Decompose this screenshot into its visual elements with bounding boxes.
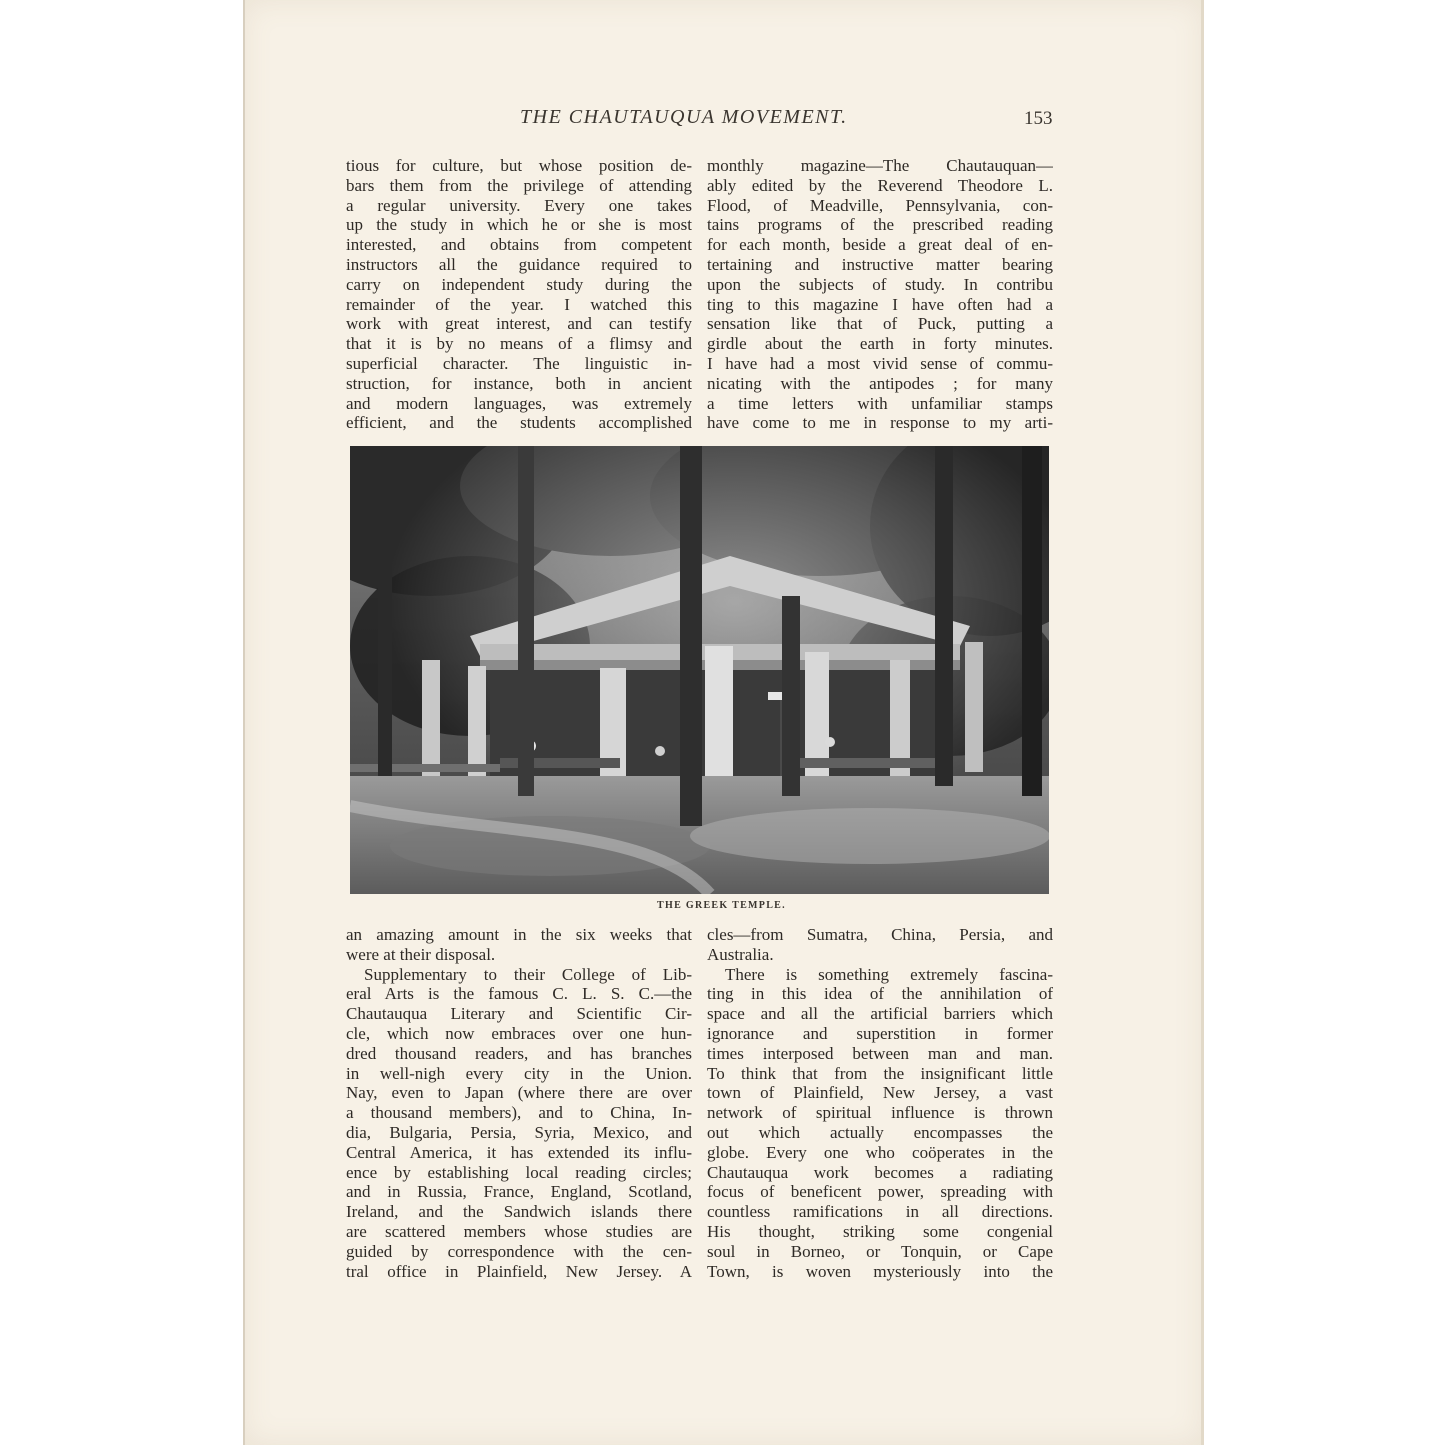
text-line: up the study in which he or she is most [346, 215, 692, 235]
text-line: interested, and obtains from competent [346, 235, 692, 255]
text-line: were at their disposal. [346, 944, 496, 964]
text-line: work with great interest, and can testify [346, 314, 692, 334]
text-line: sensation like that of Puck, putting a [707, 314, 1053, 334]
text-line: a thousand members), and to China, In- [346, 1103, 692, 1123]
text-line: countless ramifications in all directions. [707, 1202, 1053, 1222]
text-line: Town, is woven mysteriously into the [707, 1261, 1053, 1281]
text-line: ence by establishing local reading circles; [346, 1162, 692, 1182]
text-line: Chautauqua Literary and Scientific Cir- [346, 1004, 692, 1024]
text-line: Supplementary to their College of Lib- [364, 964, 692, 984]
text-column-bottom-right [707, 925, 1053, 1281]
text-line: soul in Borneo, or Tonquin, or Cape [707, 1241, 1053, 1261]
text-line: dred thousand readers, and has branches [346, 1043, 692, 1063]
text-line: cles—from Sumatra, China, Persia, and [707, 925, 1053, 944]
photo-illustration [350, 446, 1049, 894]
page-number: 153 [1024, 108, 1053, 129]
text-line: times interposed between man and man. [707, 1043, 1053, 1063]
text-line: tious for culture, but whose position de- [346, 156, 692, 175]
text-line: Nay, even to Japan (where there are over [346, 1083, 692, 1103]
text-line: There is something extremely fascina- [725, 964, 1053, 984]
text-line: carry on independent study during the [346, 274, 692, 294]
text-line: tains programs of the prescribed reading [707, 215, 1053, 235]
text-line: struction, for instance, both in ancient [346, 373, 692, 393]
text-line: guided by correspondence with the cen- [346, 1241, 692, 1261]
text-line: network of spiritual influence is thrown [707, 1103, 1053, 1123]
text-line: are scattered members whose studies are [346, 1221, 692, 1241]
text-line: dia, Bulgaria, Persia, Syria, Mexico, and [346, 1122, 692, 1142]
text-line: tertaining and instructive matter bearing [707, 254, 1053, 274]
text-line: bars them from the privilege of attending [346, 175, 692, 195]
page-right-edge [1201, 0, 1204, 1445]
text-line: remainder of the year. I watched this [346, 294, 692, 314]
text-line: and modern languages, was extremely [346, 393, 692, 413]
text-line: a regular university. Every one takes [346, 195, 692, 215]
text-line: eral Arts is the famous C. L. S. C.—the [346, 984, 692, 1004]
text-line: space and all the artificial barriers which [707, 1004, 1053, 1024]
text-column-bottom-left [346, 925, 692, 1281]
text-line: girdle about the earth in forty minutes. [707, 334, 1053, 354]
page-left-edge [243, 0, 245, 1445]
text-line: tral office in Plainfield, New Jersey. A [346, 1261, 692, 1281]
text-column-top-left [346, 156, 692, 433]
text-line: in well-nigh every city in the Union. [346, 1063, 692, 1083]
text-line: upon the subjects of study. In contribu [707, 274, 1053, 294]
text-line: an amazing amount in the six weeks that [346, 925, 692, 944]
text-line: Ireland, and the Sandwich islands there [346, 1202, 692, 1222]
text-line: a time letters with unfamiliar stamps [707, 393, 1053, 413]
text-line: that it is by no means of a flimsy and [346, 334, 692, 354]
text-line: superficial character. The linguistic in- [346, 353, 692, 373]
text-line: Flood, of Meadville, Pennsylvania, con- [707, 195, 1053, 215]
text-line: His thought, striking some congenial [707, 1221, 1053, 1241]
text-line: I have had a most vivid sense of commu- [707, 353, 1053, 373]
text-line: ably edited by the Reverend Theodore L. [707, 175, 1053, 195]
text-line: Australia. [707, 944, 774, 964]
text-line: monthly magazine—The Chautauquan— [707, 156, 1053, 175]
text-line: ignorance and superstition in former [707, 1023, 1053, 1043]
text-line: have come to me in response to my arti- [707, 413, 1053, 433]
greek-temple-photograph [350, 446, 1049, 894]
text-line: out which actually encompasses the [707, 1122, 1053, 1142]
text-line: globe. Every one who coöperates in the [707, 1142, 1053, 1162]
text-line: for each month, beside a great deal of en- [707, 235, 1053, 255]
text-line: To think that from the insignificant little [707, 1063, 1053, 1083]
text-line: cle, which now embraces over one hun- [346, 1023, 692, 1043]
running-head: THE CHAUTAUQUA MOVEMENT. [520, 106, 848, 128]
text-line: ting to this magazine I have often had a [707, 294, 1053, 314]
text-line: focus of beneficent power, spreading with [707, 1182, 1053, 1202]
text-column-top-right [707, 156, 1053, 433]
figure-caption-text: THE GREEK TEMPLE. [657, 900, 786, 911]
figure-caption [0, 900, 1445, 911]
text-line: Central America, it has extended its influ- [346, 1142, 692, 1162]
text-line: Chautauqua work becomes a radiating [707, 1162, 1053, 1182]
text-line: nicating with the antipodes ; for many [707, 373, 1053, 393]
text-line: town of Plainfield, New Jersey, a vast [707, 1083, 1053, 1103]
text-line: ting in this idea of the annihilation of [707, 984, 1053, 1004]
text-line: and in Russia, France, England, Scotland, [346, 1182, 692, 1202]
text-line: instructors all the guidance required to [346, 254, 692, 274]
text-line: efficient, and the students accomplished [346, 413, 692, 433]
